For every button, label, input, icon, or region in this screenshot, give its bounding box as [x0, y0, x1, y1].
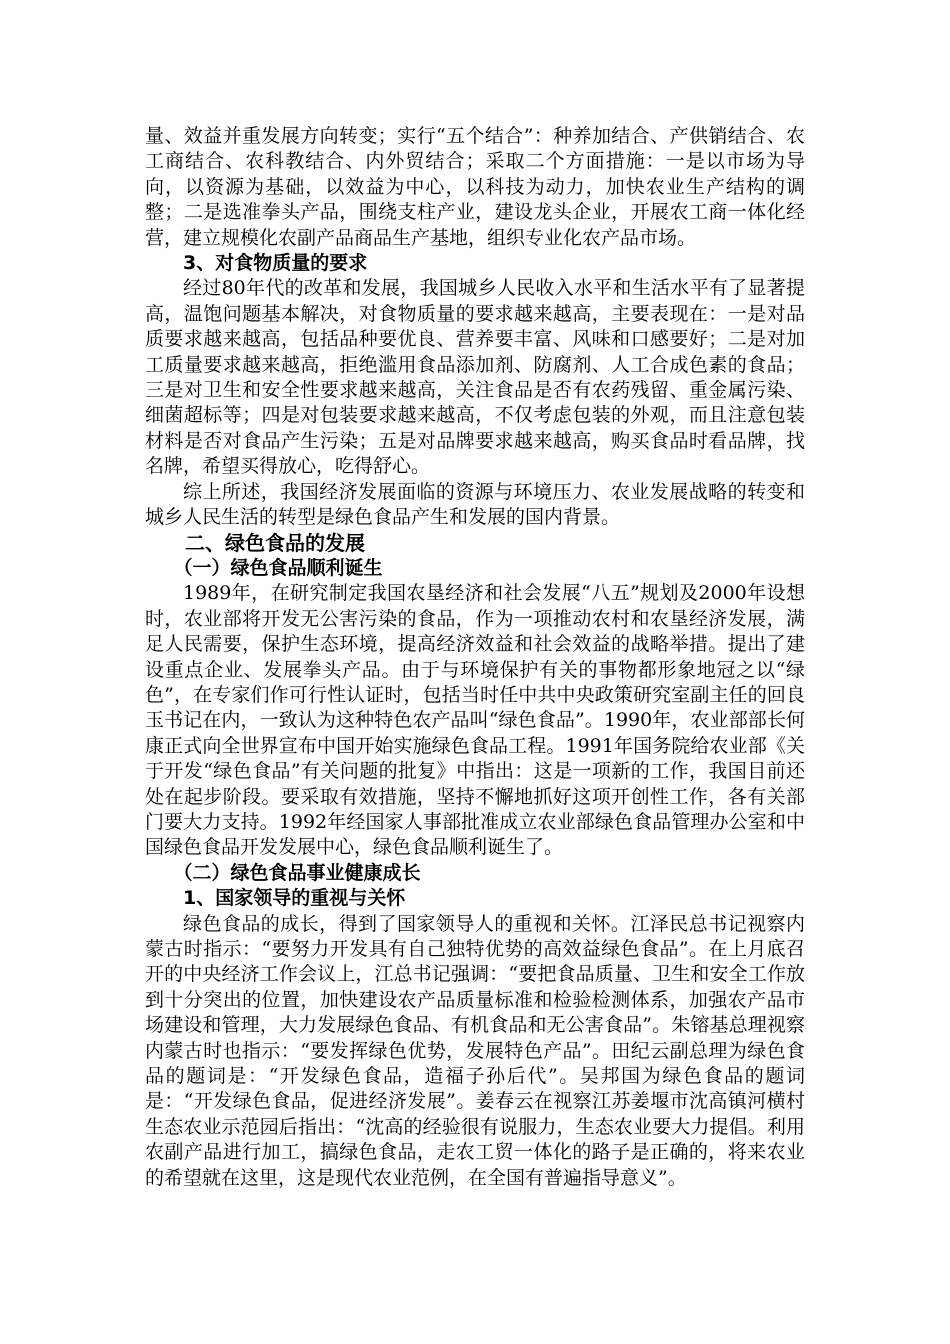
paragraph-food-quality: 经过80年代的改革和发展，我国城乡人民收入水平和生活水平有了显著提高，温饱问题基本解决，对食物质量的要求越来越高，主要表现在：一是对品质要求越来越高，包括品种要优良、营养要丰富、风味和口感要好；二是对加工质量要求越来越高，拒绝滥用食品添加剂、防腐剂、人工合成色素的食品；三是对卫生和安全性要求越来越高，关注食品是否有农药残留、重金属污染、细菌超标等；四是对包装要求越来越高，不仅考虑包装的外观，而且注意包装材料是否对食品产生污染；五是对品牌要求越来越高，购买食品时看品牌，找名牌，希望买得放心，吃得舒心。 [145, 277, 805, 478]
paragraph-summary: 综上所述，我国经济发展面临的资源与环境压力、农业发展战略的转变和城乡人民生活的转型是绿色食品产生和发展的国内背景。 [145, 480, 805, 529]
heading-green-food-birth: （一）绿色食品顺利诞生 [173, 556, 383, 579]
heading-green-food-growth: （二）绿色食品事业健康成长 [173, 861, 421, 884]
paragraph-leaders-attention: 绿色食品的成长，得到了国家领导人的重视和关怀。江泽民总书记视察内蒙古时指示：“要努力开发具有自己独特优势的高效益绿色食品”。在上月底召开的中央经济工作会议上，江总书记强调：“要把食品质量、卫生和安全工作放到十分突出的位置，加快建设农产品质量标准和检验检测体系，加强农产品市场建设和管理，大力发展绿色食品、有机食品和无公害食品”。朱镕基总理视察内蒙古时也指示：“要发挥绿色优势，发展特色产品”。田纪云副总理为绿色食品的题词是：“开发绿色食品，造福子孙后代”。吴邦国为绿色食品的题词是：“开发绿色食品，促进经济发展”。姜春云在视察江苏姜堰市沈高镇河横村生态农业示范园后指出：“沈高的经验很有说服力，生态农业要大力提倡。利用农副产品进行加工，搞绿色食品，走农工贸一体化的路子是正确的，将来农业的希望就在这里，这是现代农业范例，在全国有普遍指导意义”。 [145, 912, 805, 1189]
document-page [145, 124, 805, 1191]
heading-green-food-development: 二、绿色食品的发展 [185, 530, 365, 555]
heading-leaders-attention: 1、国家领导的重视与关怀 [183, 887, 406, 910]
heading-food-quality: 3、对食物质量的要求 [183, 252, 368, 275]
paragraph-green-food-birth: 1989年，在研究制定我国农垦经济和社会发展“八五”规划及2000年设想时，农业部将开发无公害污染的食品，作为一项推动农村和农垦经济发展，满足人民需要，保护生态环境，提高经济效益和社会效益的战略举措。提出了建设重点企业、发展拳头产品。由于与环境保护有关的事物都形象地冠之以“绿色”，在专家们作可行性认证时，包括当时任中共中央政策研究室副主任的回良玉书记在内，一致认为这种特色农产品叫“绿色食品”。1990年，农业部部长何康正式向全世界宣布中国开始实施绿色食品工程。1991年国务院给农业部《关于开发“绿色食品”有关问题的批复》中指出：这是一项新的工作，我国目前还处在起步阶段。要采取有效措施，坚持不懈地抓好这项开创性工作，各有关部门要大力支持。1992年经国家人事部批准成立农业部绿色食品管理办公室和中国绿色食品开发发展中心，绿色食品顺利诞生了。 [145, 582, 805, 859]
paragraph-structure-adjustment: 量、效益并重发展方向转变；实行“五个结合”：种养加结合、产供销结合、农工商结合、农科教结合、内外贸结合；采取二个方面措施：一是以市场为导向，以资源为基础，以效益为中心，以科技为动力，加快农业生产结构的调整；二是选准拳头产品，围绕支柱产业，建设龙头企业，开展农工商一体化经营，建立规模化农副产品商品生产基地，组织专业化农产品市场。 [145, 125, 805, 249]
